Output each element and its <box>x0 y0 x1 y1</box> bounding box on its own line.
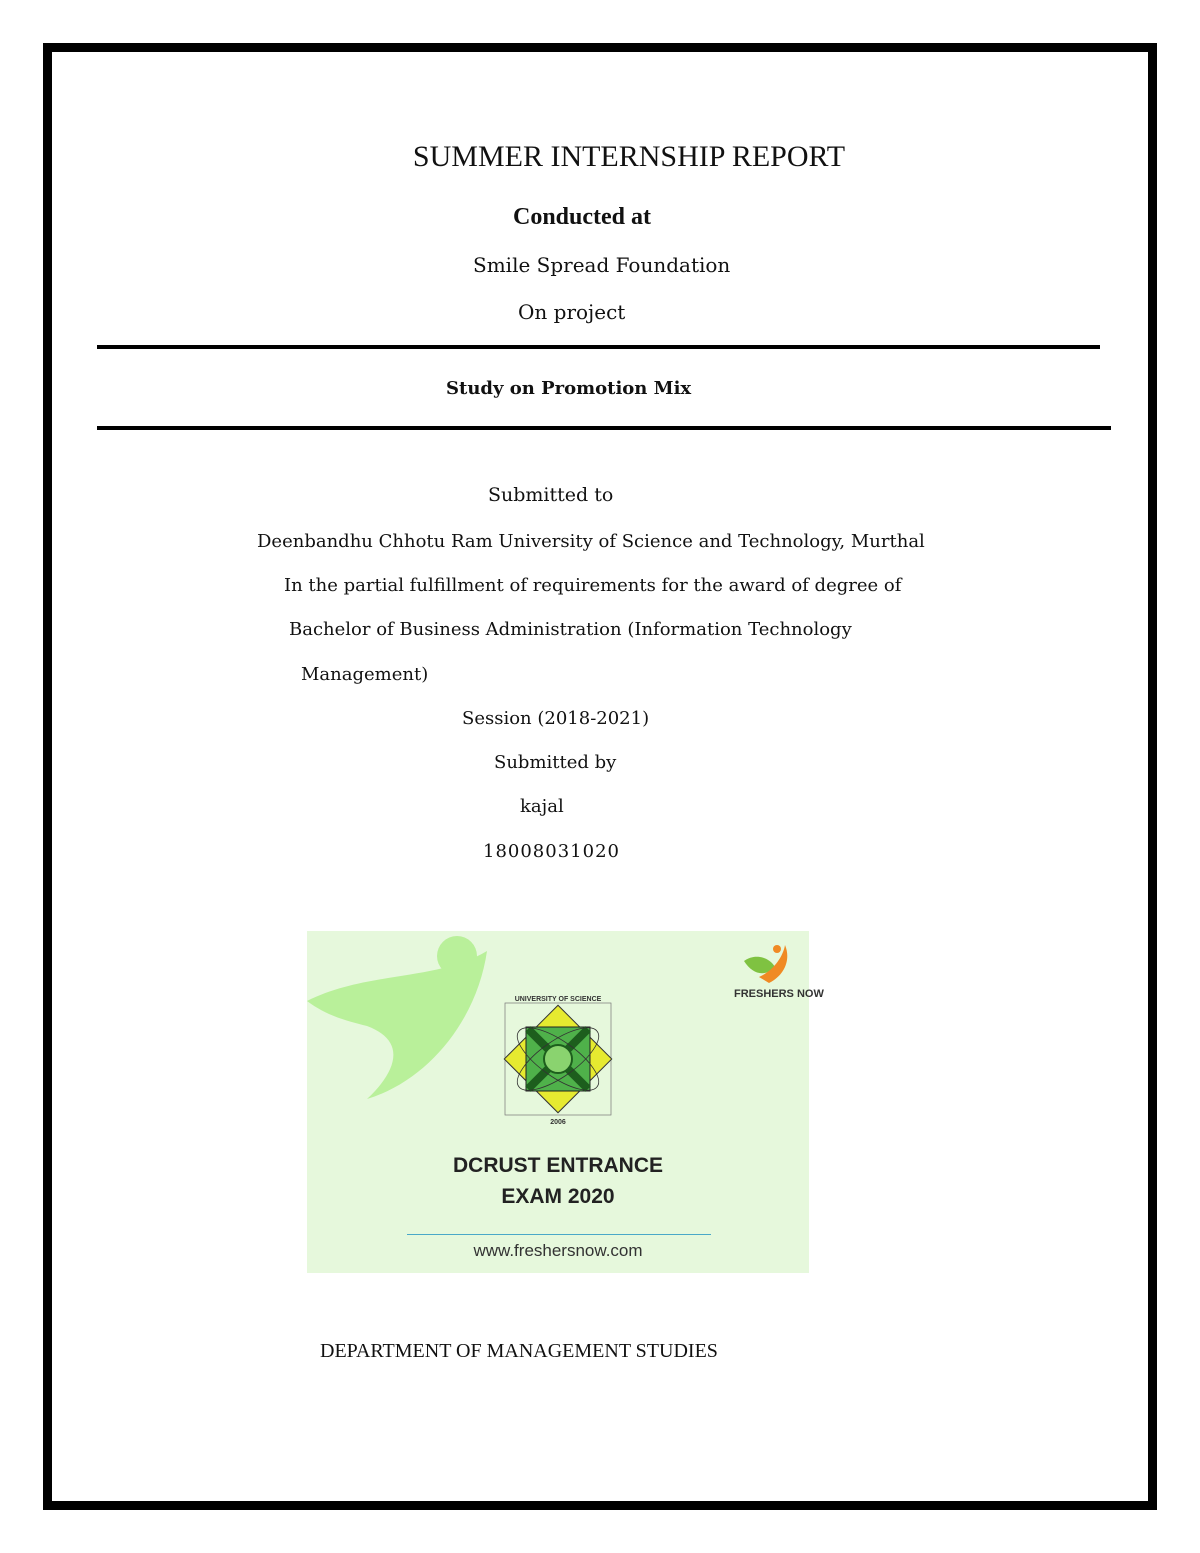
company-name: Smile Spread Foundation <box>473 253 731 277</box>
university-name: Deenbandhu Chhotu Ram University of Science and Technology, Murthal <box>257 531 925 552</box>
degree-line-1: Bachelor of Business Administration (Information Technology <box>289 619 852 640</box>
banner-graphics <box>307 931 809 1273</box>
banner-divider <box>407 1234 711 1235</box>
fn-logo-dot <box>773 945 781 953</box>
website-text: www.freshersnow.com <box>473 1241 643 1260</box>
seal-top-text: UNIVERSITY OF SCIENCE <box>514 996 602 1003</box>
roll-number: 18008031020 <box>483 841 620 862</box>
submitted-by-label: Submitted by <box>494 752 617 773</box>
session-text: Session (2018-2021) <box>462 708 650 729</box>
exam-title-line-1: DCRUST ENTRANCE <box>453 1154 663 1177</box>
figure-swoosh-shape <box>307 951 487 1099</box>
report-title: SUMMER INTERNSHIP REPORT <box>412 140 846 173</box>
project-title: Study on Promotion Mix <box>446 378 692 399</box>
bottom-divider <box>97 426 1111 430</box>
conducted-at-label: Conducted at <box>513 204 652 230</box>
student-name: kajal <box>520 796 564 817</box>
department-name: DEPARTMENT OF MANAGEMENT STUDIES <box>320 1340 718 1362</box>
seal-year-text: 2006 <box>550 1119 566 1126</box>
seal-emblem <box>504 1005 611 1112</box>
degree-line-2: Management) <box>301 664 429 685</box>
submitted-to-label: Submitted to <box>488 484 614 506</box>
on-project-label: On project <box>518 300 626 324</box>
top-divider <box>97 345 1100 349</box>
exam-title-line-2: EXAM 2020 <box>501 1185 615 1208</box>
partial-fulfillment-text: In the partial fulfillment of requirements for the award of degree of <box>284 575 902 596</box>
dcrust-banner-image <box>307 931 824 1273</box>
freshers-now-label: FRESHERS NOW <box>734 988 824 1000</box>
